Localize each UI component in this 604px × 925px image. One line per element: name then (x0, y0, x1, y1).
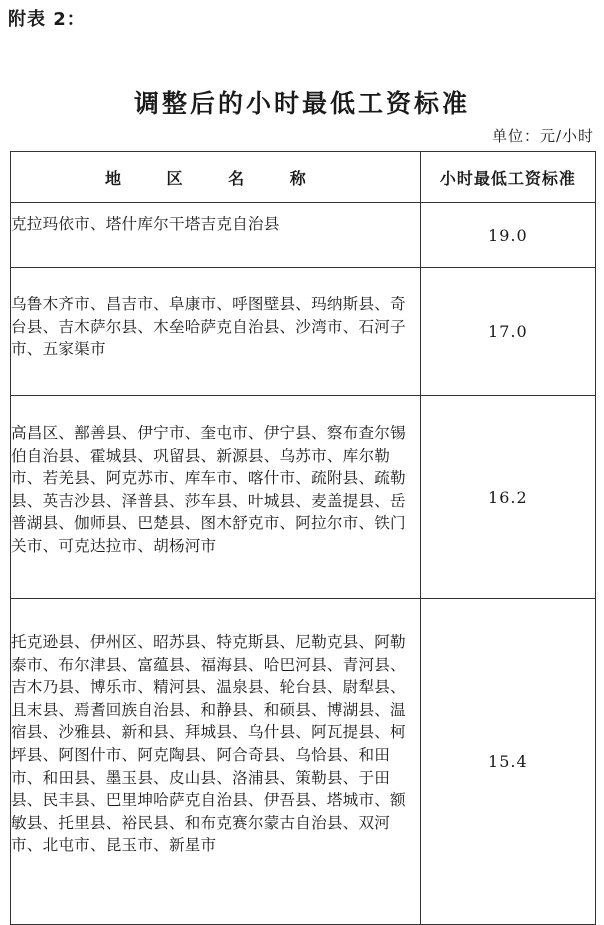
document-title: 调整后的小时最低工资标准 (133, 89, 470, 118)
hourly-rate-cell: 16.2 (420, 396, 595, 599)
region-list-cell: 高昌区、鄯善县、伊宁市、奎屯市、伊宁县、察布查尔锡伯自治县、霍城县、巩留县、新源县、乌苏市、库尔勒市、若羌县、阿克苏市、库车市、喀什市、疏附县、疏勒县、英吉沙县、泽普县、莎车县、叶城县、麦盖提县、岳普湖县、伽师县、巴楚县、图木舒克市、阿拉尔市、铁门关市、可克达拉市、胡杨河市 (11, 396, 421, 599)
appendix-label: 附表 2： (8, 9, 86, 30)
minimum-wage-table (10, 151, 596, 925)
unit-note: 单位：元/小时 (491, 127, 594, 145)
region-list-cell: 托克逊县、伊州区、昭苏县、特克斯县、尼勒克县、阿勒泰市、布尔津县、富蕴县、福海县、哈巴河县、青河县、吉木乃县、博乐市、精河县、温泉县、轮台县、尉犁县、且末县、焉耆回族自治县、和静县、和硕县、博湖县、温宿县、沙雅县、新和县、拜城县、乌什县、阿瓦提县、柯坪县、阿图什市、阿克陶县、阿合奇县、乌恰县、和田市、和田县、墨玉县、皮山县、洛浦县、策勒县、于田县、民丰县、巴里坤哈萨克自治县、伊吾县、塔城市、额敏县、托里县、裕民县、和布克赛尔蒙古自治县、双河市、北屯市、昆玉市、新星市 (11, 599, 421, 925)
region-list-cell: 克拉玛依市、塔什库尔干塔吉克自治县 (11, 203, 421, 268)
table-header-row (11, 152, 596, 203)
table-row (11, 396, 596, 599)
hourly-rate-cell: 19.0 (420, 203, 595, 268)
table-row (11, 268, 596, 396)
hourly-rate-cell: 17.0 (420, 268, 595, 396)
region-list-cell: 乌鲁木齐市、昌吉市、阜康市、呼图壁县、玛纳斯县、奇台县、吉木萨尔县、木垒哈萨克自治县、沙湾市、石河子市、五家渠市 (11, 268, 421, 396)
region-column-header: 地 区 名 称 (11, 152, 421, 203)
hourly-rate-cell: 15.4 (420, 599, 595, 925)
table-row (11, 599, 596, 925)
table-row (11, 203, 596, 268)
rate-column-header: 小时最低工资标准 (420, 152, 595, 203)
